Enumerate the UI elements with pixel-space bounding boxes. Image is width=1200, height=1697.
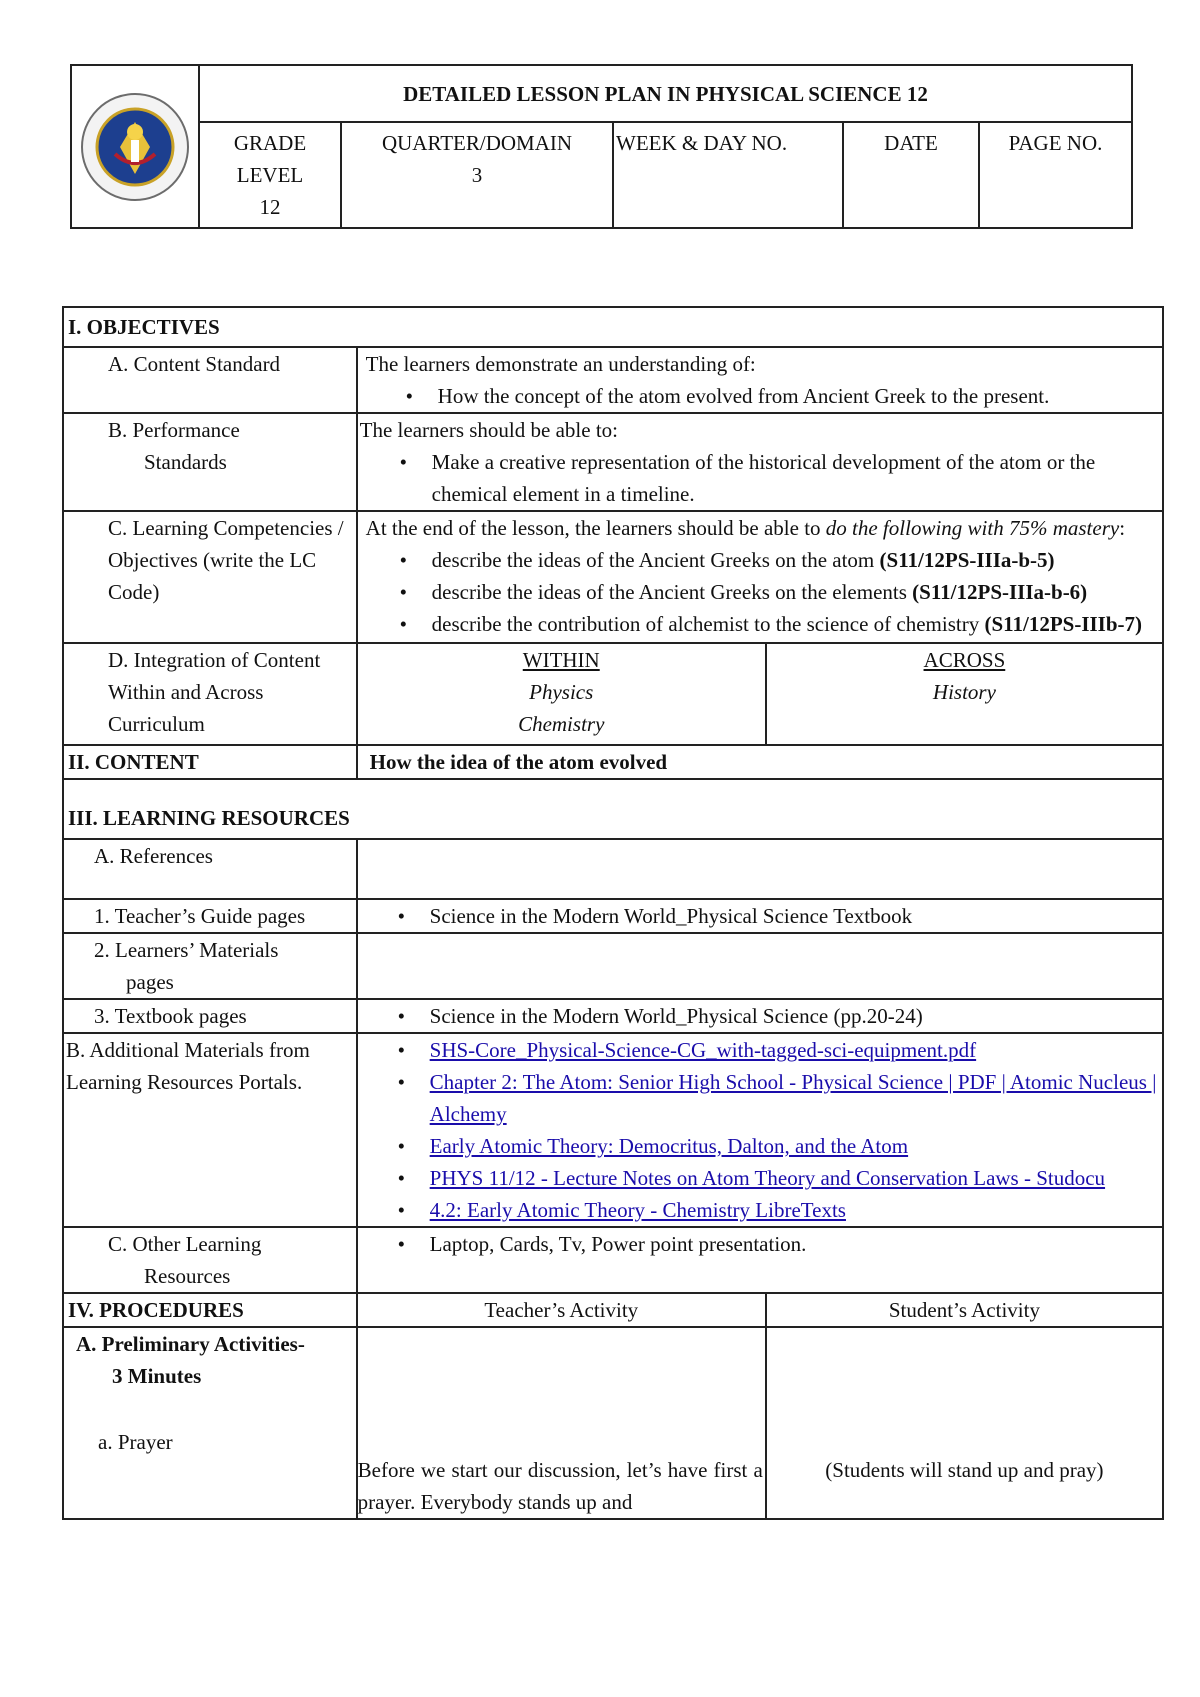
resource-link[interactable]: Chapter 2: The Atom: Senior High School - Physical Science | PDF | Atomic Nucleus | Alchemy [429, 1070, 1157, 1126]
objectives-heading: I. OBJECTIVES [63, 307, 1163, 347]
other-label-line2: Resources [144, 1264, 231, 1288]
additional-materials-label: B. Additional Materials from Learning Resources Portals. [63, 1033, 357, 1227]
week-day-cell [613, 122, 843, 228]
student-activity-heading: Student’s Activity [766, 1293, 1163, 1327]
textbook-cell [357, 999, 1163, 1033]
content-standard-label: A. Content Standard [63, 347, 357, 413]
references-cell [357, 839, 1163, 899]
other-label-line1: C. Other Learning [108, 1232, 262, 1256]
grade-level-cell [199, 122, 341, 228]
week-label: WEEK & DAY NO. [616, 131, 788, 155]
lc-code: (S11/12PS-IIIa-b-6) [912, 580, 1088, 604]
resources-heading: III. LEARNING RESOURCES [63, 779, 1163, 839]
list-item: • Laptop, Cards, Tv, Power point presentation. [430, 1228, 1162, 1260]
references-label: A. References [63, 839, 357, 899]
quarter-value: 3 [471, 163, 483, 187]
list-item [430, 1034, 1162, 1066]
student-text: (Students will stand up and pray) [825, 1458, 1104, 1482]
procedures-heading: IV. PROCEDURES [63, 1293, 357, 1327]
lc-code: (S11/12PS-IIIb-7) [984, 612, 1143, 636]
learning-competencies-cell [357, 511, 1163, 643]
list-item: • Science in the Modern World_Physical Science (pp.20-24) [430, 1000, 1162, 1032]
textbook-label: 3. Textbook pages [63, 999, 357, 1033]
performance-standards-cell [357, 413, 1163, 511]
intro-italic: do the following with 75% mastery [825, 516, 1120, 540]
competencies-intro [360, 512, 1162, 544]
performance-intro: The learners should be able to: [359, 418, 618, 442]
list-item: • Science in the Modern World_Physical Science Textbook [430, 900, 1162, 932]
within-heading: WITHIN [522, 648, 600, 672]
teacher-activity-cell [357, 1327, 766, 1519]
header-table [70, 64, 1133, 229]
within-cell [357, 643, 766, 745]
across-heading: ACROSS [923, 648, 1006, 672]
list-item [432, 576, 1162, 608]
list-item [430, 1194, 1162, 1226]
teacher-activity-heading: Teacher’s Activity [357, 1293, 766, 1327]
preliminary-label: A. Preliminary Activities- [76, 1332, 305, 1356]
competency-text: describe the ideas of the Ancient Greeks on the atom [431, 548, 880, 572]
integration-label: D. Integration of Content Within and Across Curriculum [63, 643, 357, 745]
preliminary-duration: 3 Minutes [112, 1364, 202, 1388]
list-item: • Make a creative representation of the historical development of the atom or the chemical element in a timeline. [432, 446, 1162, 510]
student-activity-cell [766, 1327, 1163, 1519]
list-item [430, 1130, 1162, 1162]
resource-link[interactable]: PHYS 11/12 - Lecture Notes on Atom Theory and Conservation Laws - Studocu [429, 1166, 1106, 1190]
quarter-label: QUARTER/DOMAIN [381, 131, 573, 155]
page-no-cell [979, 122, 1132, 228]
performance-standards-label [63, 413, 357, 511]
content-standard-intro: The learners demonstrate an understanding of: [365, 352, 756, 376]
competency-text: describe the contribution of alchemist to the science of chemistry [431, 612, 985, 636]
list-item: • How the concept of the atom evolved from Ancient Greek to the present. [438, 380, 1162, 412]
lesson-plan-table [62, 306, 1164, 1520]
resource-link[interactable]: SHS-Core_Physical-Science-CG_with-tagged-sci-equipment.pdf [429, 1038, 977, 1062]
learning-competencies-label: C. Learning Competencies / Objectives (write the LC Code) [63, 511, 357, 643]
list-item [430, 1162, 1162, 1194]
other-resources-label [63, 1227, 357, 1293]
quarter-cell [341, 122, 613, 228]
list-item [432, 544, 1162, 576]
grade-label: GRADE [233, 131, 307, 155]
resource-link[interactable]: 4.2: Early Atomic Theory - Chemistry LibreTexts [429, 1198, 846, 1222]
intro-end: : [1119, 516, 1126, 540]
teachers-guide-label: 1. Teacher’s Guide pages [63, 899, 357, 933]
deped-seal-icon [80, 92, 190, 202]
intro-plain: At the end of the lesson, the learners should be able to [365, 516, 826, 540]
level-label: LEVEL [236, 163, 304, 187]
resource-link[interactable]: Early Atomic Theory: Democritus, Dalton, and the Atom [429, 1134, 909, 1158]
competency-text: describe the ideas of the Ancient Greeks on the elements [431, 580, 913, 604]
within-item: Physics [529, 680, 594, 704]
content-value: How the idea of the atom evolved [357, 745, 1163, 779]
across-cell [766, 643, 1163, 745]
within-item: Chemistry [518, 712, 605, 736]
content-heading: II. CONTENT [63, 745, 357, 779]
document-title: DETAILED LESSON PLAN IN PHYSICAL SCIENCE 12 [199, 65, 1132, 122]
learners-materials-cell [357, 933, 1163, 999]
learners-materials-label [63, 933, 357, 999]
page-label: PAGE NO. [1008, 131, 1103, 155]
date-cell [843, 122, 979, 228]
performance-label-line2: Standards [144, 450, 227, 474]
other-resources-cell [357, 1227, 1163, 1293]
teachers-guide-cell [357, 899, 1163, 933]
preliminary-activities-cell [63, 1327, 357, 1519]
date-label: DATE [884, 131, 938, 155]
grade-value: 12 [259, 195, 281, 219]
content-standard-cell [357, 347, 1163, 413]
teacher-text: Before we start our discussion, let’s have first a prayer. Everybody stands up and [357, 1458, 763, 1514]
across-item: History [932, 680, 996, 704]
prayer-label: a. Prayer [98, 1430, 173, 1454]
list-item [432, 608, 1162, 640]
additional-materials-cell [357, 1033, 1163, 1227]
list-item [430, 1066, 1162, 1130]
lc-code: (S11/12PS-IIIa-b-5) [879, 548, 1055, 572]
lm-label-line1: 2. Learners’ Materials [94, 938, 279, 962]
logo-cell [71, 65, 199, 228]
performance-label-line1: B. Performance [108, 418, 240, 442]
lm-label-line2: pages [126, 970, 174, 994]
